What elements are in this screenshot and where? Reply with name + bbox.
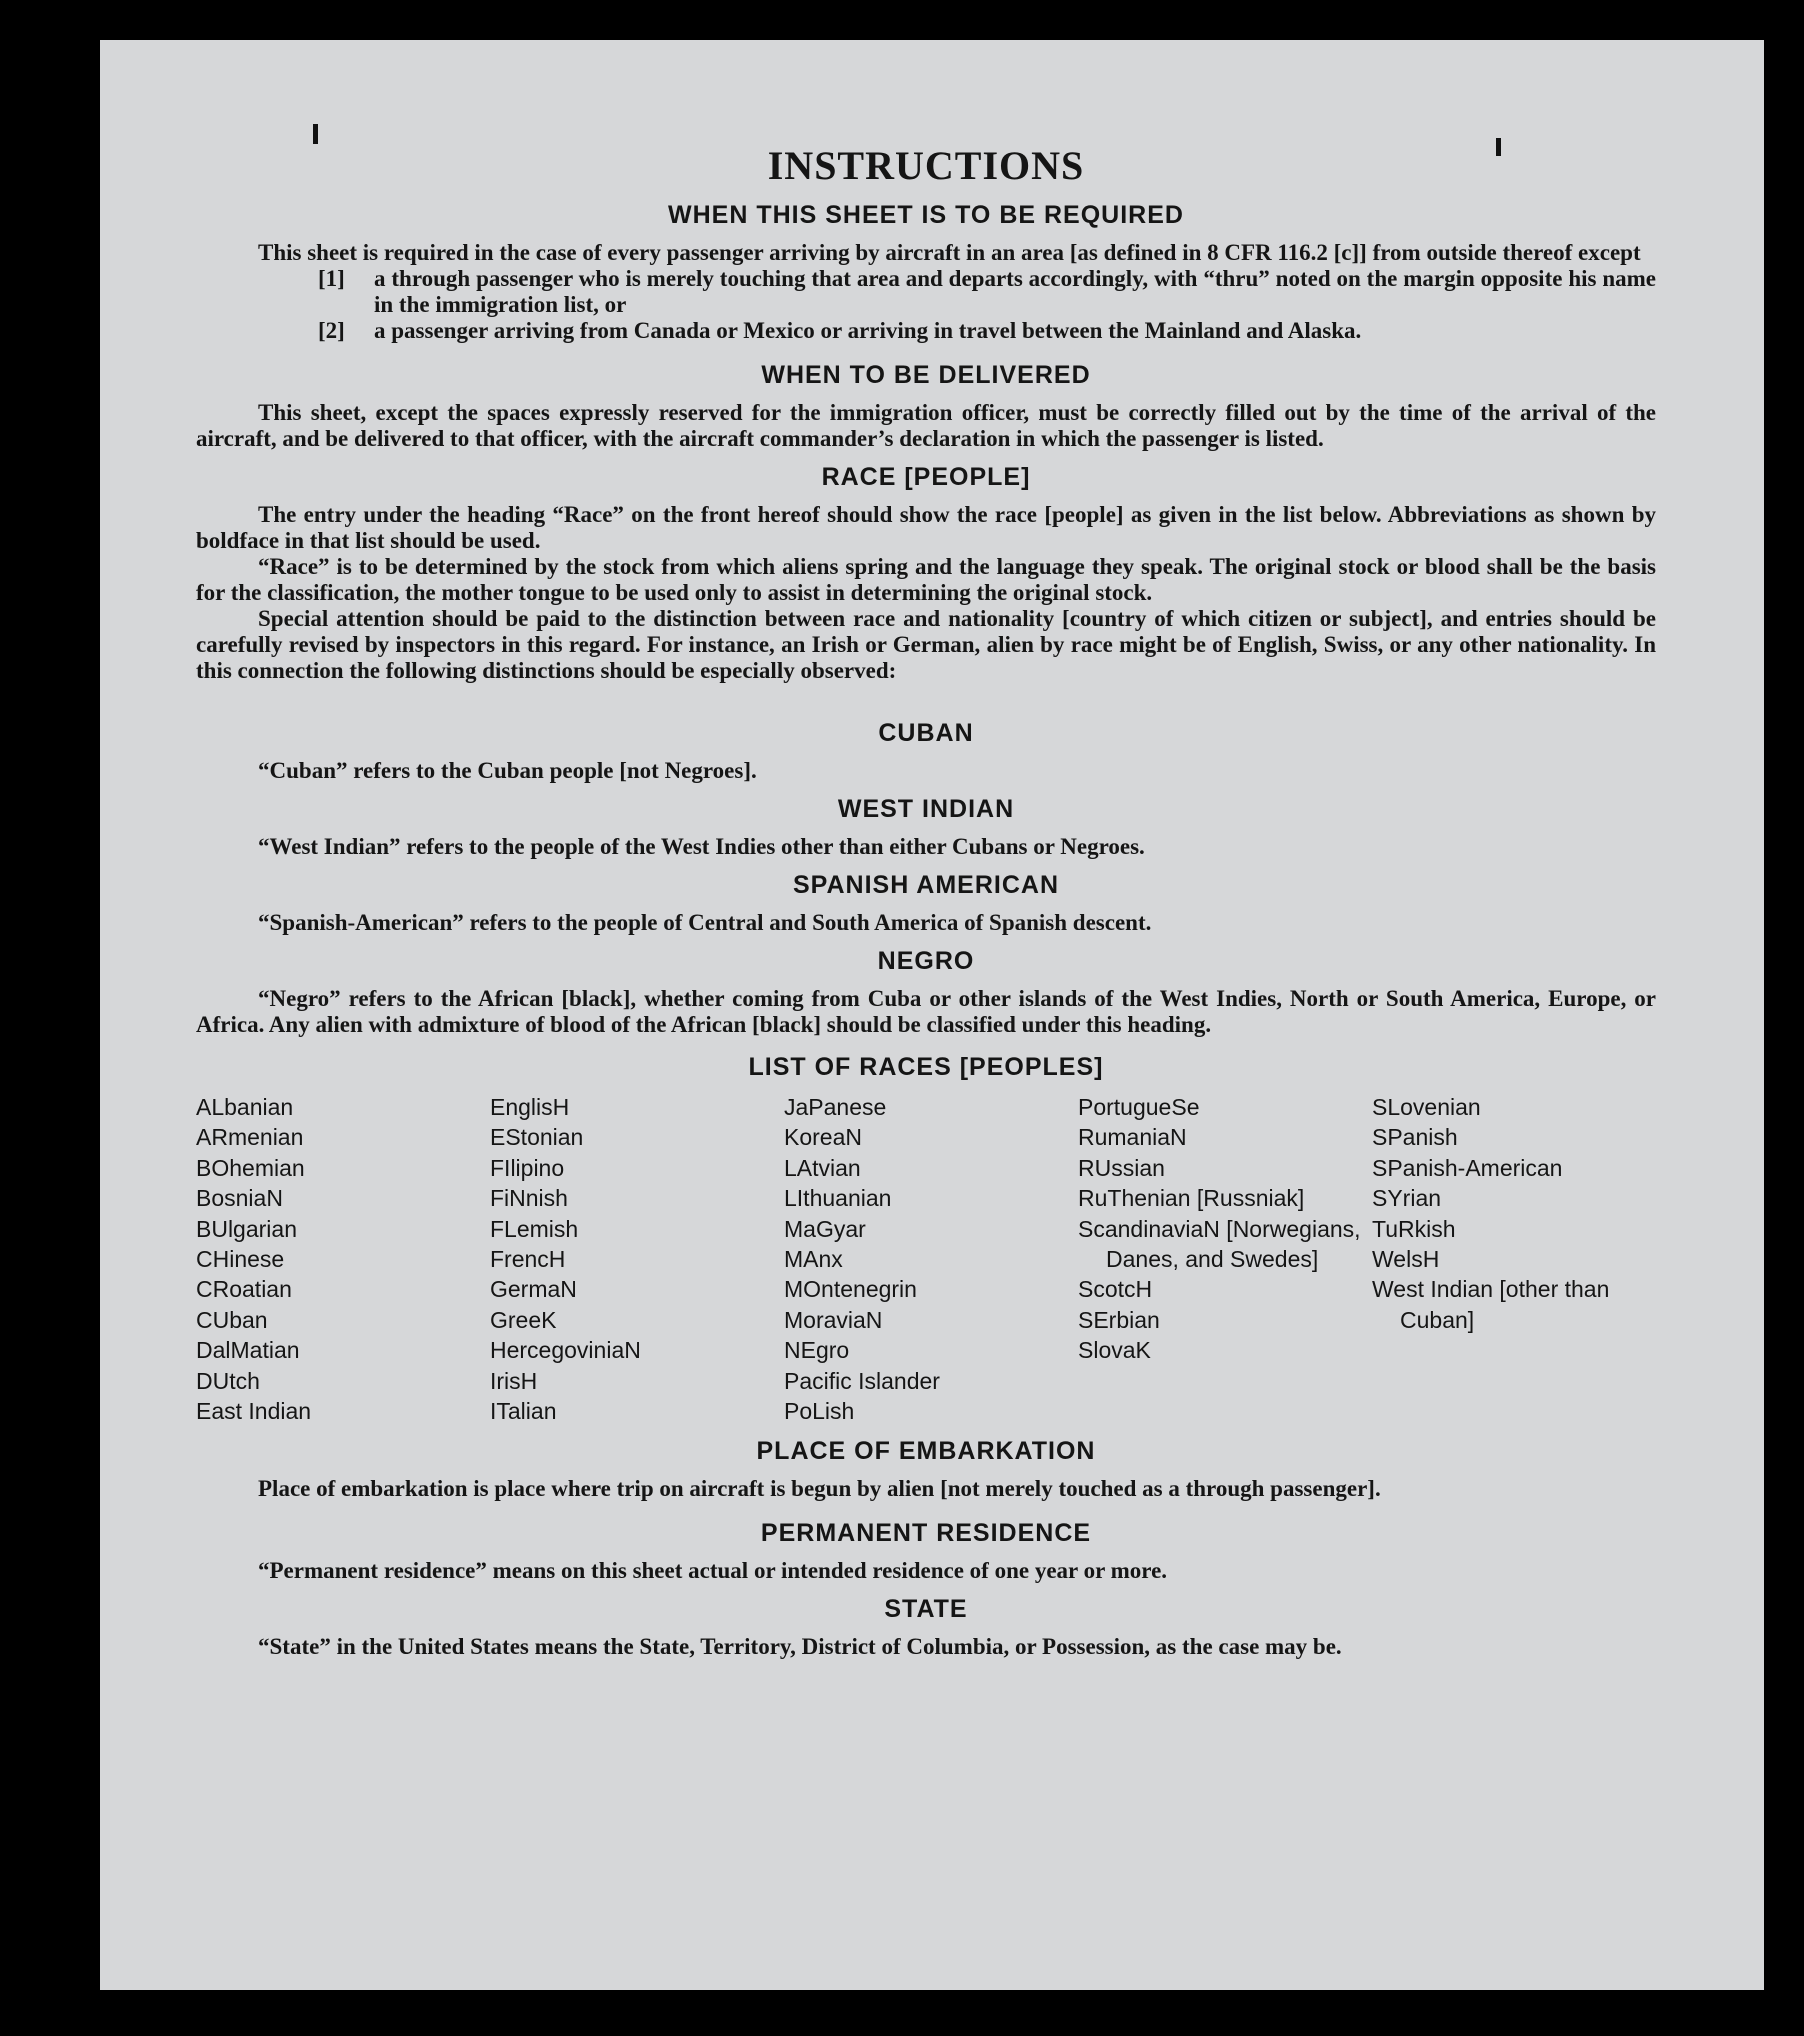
race-item: CRoatian [196,1276,292,1303]
races-column [784,1092,1068,1426]
races-column [196,1092,480,1426]
race-paragraph: “Race” is to be determined by the stock from which aliens spring and the language they speak. The original stock or blood shall be the basis for the classification, the mother tongue to be used only to assist in determining the original stock. [196,554,1656,605]
races-column [490,1092,774,1426]
races-list [196,1092,1656,1426]
document-page [100,40,1764,1990]
exception-text: a passenger arriving from Canada or Mexico or arriving in travel between the Mainland and Alaska. [374,318,1362,343]
race-item: RumaniaN [1078,1124,1187,1151]
race-item: CUban [196,1306,268,1333]
instructions-content [196,142,1656,1660]
race-item: RUssian [1078,1154,1165,1181]
race-item: SErbian [1078,1306,1160,1333]
race-item: MoraviaN [784,1306,883,1333]
exception-item [318,266,1656,318]
race-item: ScotcH [1078,1276,1153,1303]
race-item: GreeK [490,1306,557,1333]
heading-permanent-residence: PERMANENT RESIDENCE [760,1519,1092,1548]
race-item: ARmenian [196,1124,304,1151]
exception-list [318,266,1656,344]
race-item: RuThenian [Russniak] [1078,1185,1305,1212]
race-item: EStonian [490,1124,584,1151]
race-item: PortugueSe [1078,1094,1200,1120]
race-paragraph: Special attention should be paid to the distinction between race and nationality [country of which citizen or subject], and entries should be carefully revised by inspectors in this regard. For instance, an Irish or German, alien by race might be of English, Swiss, or any other nationality. In this connection the following distinctions should be especially observed: [196,606,1656,683]
race-item: BUlgarian [196,1215,297,1242]
race-item: TuRkish [1372,1215,1456,1242]
race-item: FIlipino [490,1154,565,1181]
race-item: GermaN [490,1276,577,1303]
negro-text: “Negro” refers to the African [black], whether coming from Cuba or other islands of the West Indies, North or South America, Europe, or Africa. Any alien with admixture of blood of the African [black] should be classified under this heading. [196,986,1656,1037]
race-item: SLovenian [1372,1094,1481,1120]
races-column [1078,1092,1367,1426]
race-item: SlovaK [1078,1337,1151,1364]
race-item: SPanish-American [1372,1154,1563,1181]
race-item: ALbanian [196,1094,294,1120]
page-title: INSTRUCTIONS [767,143,1085,188]
exception-number: [1] [318,266,345,291]
heading-race: RACE [PEOPLE] [821,463,1031,491]
exception-item [318,318,1656,344]
race-item: DUtch [196,1367,260,1394]
race-item: LAtvian [784,1154,861,1181]
when-delivered-text: This sheet, except the spaces expressly reserved for the immigration officer, must be correctly filled out by the time of the arrival of the aircraft, and be delivered to that officer, with the aircraft commander’s declaration in which the passenger is listed. [196,400,1656,451]
race-item: ScandinaviaN [Norwegians, Danes, and Swedes] [1078,1215,1367,1273]
heading-spanish-american: SPANISH AMERICAN [792,871,1059,899]
race-item: Pacific Islander [784,1367,940,1394]
race-item: SPanish [1372,1124,1458,1151]
race-item: NEgro [784,1337,850,1364]
heading-cuban: CUBAN [878,719,974,747]
race-item: WelsH [1372,1246,1440,1273]
state-text: “State” in the United States means the State, Territory, District of Columbia, or Possession, as the case may be. [258,1634,1342,1660]
race-item: SYrian [1372,1185,1442,1212]
heading-state: STATE [884,1595,968,1624]
exception-text: a through passenger who is merely touching that area and departs accordingly, with “thru” noted on the margin opposite his name in the immigration list, or [374,266,1656,317]
race-item: HercegoviniaN [490,1337,641,1364]
race-item: FLemish [490,1215,579,1242]
permanent-residence-text: “Permanent residence” means on this sheet actual or intended residence of one year or more. [258,1558,1168,1584]
race-item: CHinese [196,1246,285,1273]
exception-number: [2] [318,318,345,343]
race-item: ITalian [490,1398,557,1425]
race-item: FiNnish [490,1185,568,1212]
race-item: MAnx [784,1246,843,1273]
race-item: BosniaN [196,1185,283,1212]
race-item: West Indian [other than Cuban] [1372,1276,1616,1333]
heading-when-delivered: WHEN TO BE DELIVERED [761,361,1091,389]
race-item: KoreaN [784,1124,862,1151]
race-item: DalMatian [196,1337,300,1364]
spanish-american-text: “Spanish-American” refers to the people of Central and South America of Spanish descent. [258,910,1152,935]
embarkation-text: Place of embarkation is place where trip on aircraft is begun by alien [not merely touched as a through passenger]. [258,1476,1381,1502]
race-item: MOntenegrin [784,1276,917,1303]
race-item: JaPanese [784,1094,887,1120]
race-item: FrencH [490,1246,566,1273]
races-column [1372,1092,1656,1426]
race-item: PoLish [784,1398,855,1425]
race-item: East Indian [196,1398,312,1425]
heading-list-of-races: LIST OF RACES [PEOPLES] [748,1053,1104,1081]
race-item: BOhemian [196,1154,305,1181]
heading-west-indian: WEST INDIAN [837,795,1015,823]
heading-embarkation: PLACE OF EMBARKATION [756,1437,1096,1466]
scan-speck [313,124,318,144]
when-required-intro: This sheet is required in the case of every passenger arriving by aircraft in an area [as defined in 8 CFR 116.2 [c]] from outside thereof except [258,240,1641,265]
race-item: IrisH [490,1367,538,1394]
cuban-text: “Cuban” refers to the Cuban people [not Negroes]. [258,758,757,783]
race-item: LIthuanian [784,1185,892,1212]
race-item: MaGyar [784,1215,866,1242]
heading-negro: NEGRO [877,947,975,975]
race-paragraph: The entry under the heading “Race” on the front hereof should show the race [people] as given in the list below. Abbreviations as shown by boldface in that list should be used. [196,502,1656,553]
race-item: EnglisH [490,1094,570,1120]
west-indian-text: “West Indian” refers to the people of the West Indies other than either Cubans or Negroes. [258,834,1145,859]
heading-when-required: WHEN THIS SHEET IS TO BE REQUIRED [668,201,1184,229]
